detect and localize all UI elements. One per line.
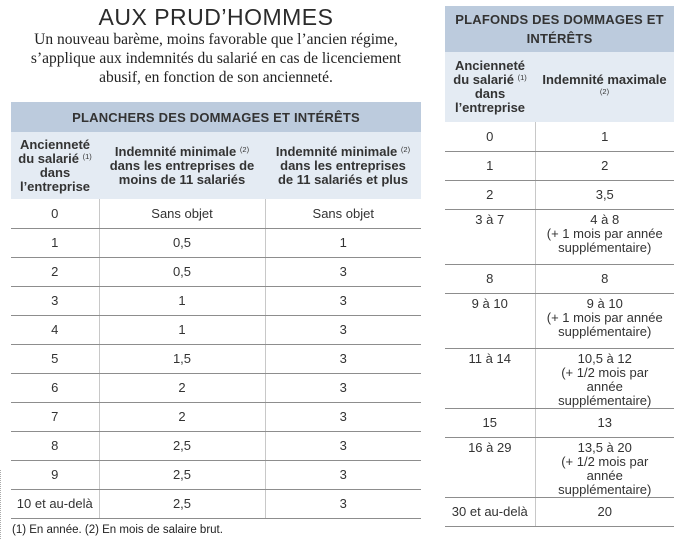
floors-cell: 3	[265, 344, 421, 373]
ceilings-seniority: 0	[445, 122, 535, 151]
floors-header-2-label: Indemnité minimale	[275, 143, 398, 159]
table-row	[445, 180, 674, 209]
ceilings-amount: 13,5 à 20	[577, 439, 632, 455]
table-row	[445, 497, 674, 526]
ceilings-header-row	[445, 52, 674, 122]
ceilings-amount-cell	[535, 209, 674, 264]
floors-cell: 3	[11, 286, 99, 315]
ceilings-amount-cell	[535, 122, 674, 151]
floors-cell: 2	[99, 373, 265, 402]
page-title: AUX PRUD’HOMMES	[98, 4, 334, 30]
floors-title: PLANCHERS DES DOMMAGES ET INTÉRÊTS	[11, 102, 421, 132]
table-row	[11, 286, 421, 315]
floors-cell: 3	[265, 286, 421, 315]
ceilings-detail: (+ 1/2 mois par année supplémentaire)	[558, 364, 652, 408]
floors-cell: 4	[11, 315, 99, 344]
table-row	[11, 431, 421, 460]
floors-cell: 3	[265, 373, 421, 402]
table-row	[445, 293, 674, 348]
floors-cell: 10 et au-delà	[11, 489, 99, 518]
ceilings-amount: 4 à 8	[590, 211, 620, 227]
ceilings-detail: (+ 1 mois par année supplémentaire)	[546, 225, 663, 255]
table-row	[11, 402, 421, 431]
ceilings-header-1-note: (2)	[599, 87, 610, 96]
ceilings-seniority: 1	[445, 151, 535, 180]
floors-cell: 8	[11, 431, 99, 460]
table-row	[445, 437, 674, 497]
floors-header-0-label: Ancienneté du salarié	[18, 136, 91, 166]
floors-cell: 0,5	[99, 228, 265, 257]
floors-cell: 3	[265, 257, 421, 286]
floors-cell: 9	[11, 460, 99, 489]
table-row	[445, 408, 674, 437]
floors-cell: 3	[265, 489, 421, 518]
floors-header-0-sublabel: dans l’entreprise	[19, 164, 91, 194]
ceilings-seniority: 16 à 29	[445, 437, 535, 497]
floors-header-1-note: (2)	[239, 144, 250, 154]
floors-cell: Sans objet	[265, 199, 421, 228]
floors-cell: Sans objet	[99, 199, 265, 228]
floors-header-1-sublabel: dans les entreprises de moins de 11 salariés	[109, 157, 255, 187]
ceilings-detail: (+ 1/2 mois par année supplémentaire)	[558, 453, 652, 497]
floors-table	[11, 102, 421, 519]
table-row	[11, 460, 421, 489]
floors-cell: 2	[99, 402, 265, 431]
ceilings-seniority: 30 et au-delà	[445, 497, 535, 526]
floors-cell: 3	[265, 315, 421, 344]
table-row	[11, 315, 421, 344]
floors-cell: 1	[99, 286, 265, 315]
ceilings-amount: 2	[601, 158, 609, 173]
table-row	[11, 199, 421, 228]
ceilings-seniority: 15	[445, 408, 535, 437]
floors-cell: 3	[265, 460, 421, 489]
floors-cell: 3	[265, 431, 421, 460]
floors-cell: 7	[11, 402, 99, 431]
ceilings-amount: 20	[597, 504, 612, 519]
ceilings-table	[445, 6, 674, 527]
floors-header-1-label: Indemnité minimale	[114, 143, 237, 159]
floors-cell: 0	[11, 199, 99, 228]
ceilings-amount: 10,5 à 12	[577, 350, 632, 366]
ceilings-amount-cell	[535, 151, 674, 180]
ceilings-seniority: 2	[445, 180, 535, 209]
ceilings-body	[445, 122, 674, 526]
footnote: (1) En année. (2) En mois de salaire brut.	[12, 524, 223, 536]
floors-cell: 3	[265, 402, 421, 431]
ceilings-amount-cell	[535, 497, 674, 526]
floors-header-2	[265, 132, 421, 199]
ceilings-amount: 3,5	[595, 187, 614, 202]
ceilings-amount: 13	[597, 415, 612, 430]
table-row	[11, 228, 421, 257]
ceilings-header-0-sublabel: dans l’entreprise	[454, 86, 526, 115]
ceilings-seniority: 3 à 7	[445, 209, 535, 264]
floors-header-1	[99, 132, 265, 199]
ceilings-amount-cell	[535, 180, 674, 209]
ceilings-header-1-label: Indemnité maximale	[542, 72, 667, 87]
table-row	[11, 257, 421, 286]
ceilings-amount-cell	[535, 437, 674, 497]
ceilings-seniority: 11 à 14	[445, 348, 535, 408]
ceilings-amount: 1	[601, 128, 609, 144]
ceilings-detail: (+ 1 mois par année supplémentaire)	[546, 309, 663, 339]
floors-cell: 5	[11, 344, 99, 373]
table-row	[445, 122, 674, 151]
ceilings-amount-cell	[535, 264, 674, 293]
table-row	[445, 264, 674, 293]
ceilings-header-0-note: (1)	[517, 73, 527, 82]
ceilings-header-0-label: Ancienneté du salarié	[453, 58, 526, 87]
table-row	[11, 489, 421, 518]
floors-header-0	[11, 132, 99, 199]
ceilings-amount-cell	[535, 408, 674, 437]
floors-cell: 1,5	[99, 344, 265, 373]
ceilings-header-0	[445, 52, 535, 122]
floors-cell: 2,5	[99, 489, 265, 518]
floors-header-2-sublabel: dans les entreprises de 11 salariés et plus	[277, 157, 409, 187]
ceilings-amount-cell	[535, 293, 674, 348]
floors-cell: 1	[11, 228, 99, 257]
floors-header-row	[11, 132, 421, 199]
intro-block	[10, 4, 422, 87]
ceilings-amount-cell	[535, 348, 674, 408]
table-row	[11, 373, 421, 402]
intro-text: Un nouveau barème, moins favorable que l’ancien régime, s’applique aux indemnités du salarié en cas de licenciement abusif, en fonction de son ancienneté.	[30, 31, 402, 86]
floors-cell: 2	[11, 257, 99, 286]
floors-cell: 2,5	[99, 460, 265, 489]
table-row	[11, 344, 421, 373]
table-row	[445, 348, 674, 408]
floors-cell: 1	[265, 228, 421, 257]
floors-cell: 6	[11, 373, 99, 402]
ceilings-title: PLAFONDS DES DOMMAGES ET INTÉRÊTS	[445, 6, 674, 52]
ceilings-amount: 9 à 10	[586, 295, 623, 311]
ceilings-header-1	[535, 52, 674, 122]
ceilings-amount: 8	[601, 271, 609, 286]
ceilings-seniority: 8	[445, 264, 535, 293]
floors-cell: 2,5	[99, 431, 265, 460]
dotted-separator	[0, 470, 2, 539]
floors-header-0-note: (1)	[82, 151, 92, 161]
table-row	[445, 151, 674, 180]
floors-cell: 1	[99, 315, 265, 344]
floors-header-2-note: (2)	[400, 144, 411, 154]
floors-body	[11, 199, 421, 518]
ceilings-seniority: 9 à 10	[445, 293, 535, 348]
floors-cell: 0,5	[99, 257, 265, 286]
table-row	[445, 209, 674, 264]
